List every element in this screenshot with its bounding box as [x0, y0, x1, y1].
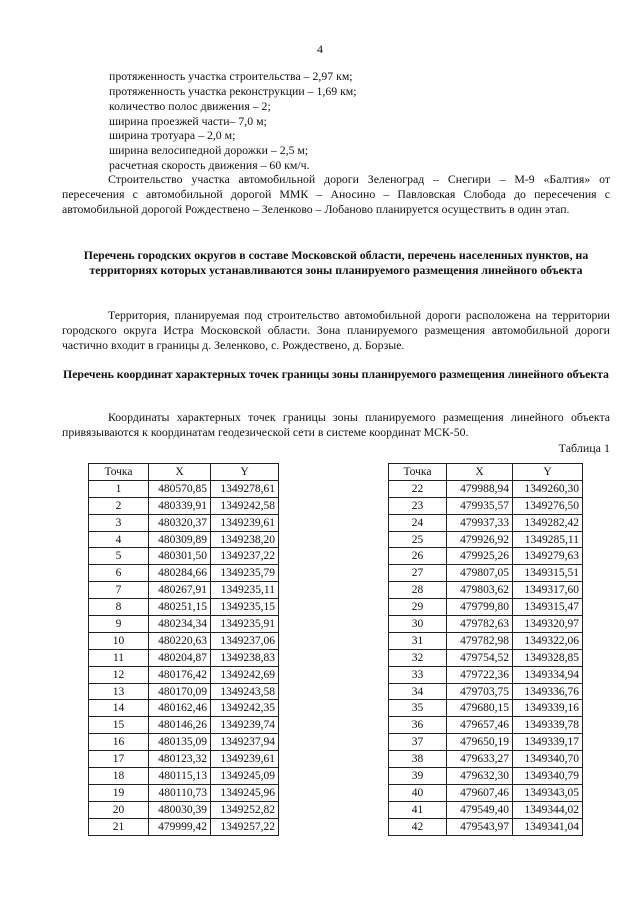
table-row: [89, 768, 279, 785]
cell-point: 40: [389, 784, 447, 801]
cell-point: 21: [89, 818, 149, 835]
cell-x: 479722,36: [447, 666, 513, 683]
table-row: [389, 599, 583, 616]
table-row: [89, 801, 279, 818]
column-header-x: X: [447, 464, 513, 481]
table-row: [89, 616, 279, 633]
cell-point: 2: [89, 497, 149, 514]
cell-point: 8: [89, 599, 149, 616]
param-carriageway-width: ширина проезжей части– 7,0 м;: [109, 114, 267, 128]
cell-y: 1349235,91: [211, 616, 279, 633]
cell-point: 7: [89, 582, 149, 599]
cell-x: 480115,13: [149, 768, 211, 785]
table-row: [389, 818, 583, 835]
cell-x: 480309,89: [149, 531, 211, 548]
param-design-speed: расчетная скорость движения – 60 км/ч.: [109, 158, 310, 172]
param-sidewalk-width: ширина тротуара – 2,0 м;: [109, 128, 236, 142]
cell-x: 479925,26: [447, 548, 513, 565]
cell-x: 479543,97: [447, 818, 513, 835]
table-row: [89, 531, 279, 548]
cell-y: 1349339,17: [513, 734, 583, 751]
cell-x: 479935,57: [447, 497, 513, 514]
cell-point: 11: [89, 649, 149, 666]
cell-x: 480284,66: [149, 565, 211, 582]
param-reconstruction-length: протяженность участка реконструкции – 1,69 км;: [109, 84, 357, 98]
cell-point: 30: [389, 616, 447, 633]
cell-y: 1349260,30: [513, 480, 583, 497]
cell-y: 1349315,51: [513, 565, 583, 582]
table-row: [89, 599, 279, 616]
cell-point: 22: [389, 480, 447, 497]
cell-y: 1349245,96: [211, 784, 279, 801]
cell-y: 1349340,79: [513, 768, 583, 785]
cell-y: 1349339,78: [513, 717, 583, 734]
table-row: [389, 784, 583, 801]
cell-y: 1349238,83: [211, 649, 279, 666]
param-construction-length: протяженность участка строительства – 2,97 км;: [109, 69, 353, 83]
cell-x: 480204,87: [149, 649, 211, 666]
coordinates-table-left: [88, 463, 279, 836]
cell-y: 1349237,22: [211, 548, 279, 565]
table-row: [389, 480, 583, 497]
table-row: [389, 717, 583, 734]
cell-x: 480320,37: [149, 514, 211, 531]
cell-point: 23: [389, 497, 447, 514]
cell-y: 1349235,11: [211, 582, 279, 599]
cell-x: 480251,15: [149, 599, 211, 616]
table-header-row: [89, 464, 279, 481]
cell-point: 15: [89, 717, 149, 734]
cell-y: 1349237,94: [211, 734, 279, 751]
cell-y: 1349242,58: [211, 497, 279, 514]
cell-y: 1349339,16: [513, 700, 583, 717]
cell-y: 1349341,04: [513, 818, 583, 835]
table-row: [389, 751, 583, 768]
cell-y: 1349237,06: [211, 632, 279, 649]
cell-point: 41: [389, 801, 447, 818]
cell-x: 479799,80: [447, 599, 513, 616]
coordinates-table-right: [388, 463, 583, 836]
cell-x: 480146,26: [149, 717, 211, 734]
table-row: [389, 801, 583, 818]
table-row: [89, 632, 279, 649]
table-row: [89, 649, 279, 666]
table-row: [89, 582, 279, 599]
cell-x: 480123,32: [149, 751, 211, 768]
cell-x: 479650,19: [447, 734, 513, 751]
cell-x: 479926,92: [447, 531, 513, 548]
table-row: [89, 717, 279, 734]
cell-point: 26: [389, 548, 447, 565]
cell-y: 1349242,69: [211, 666, 279, 683]
table-row: [389, 649, 583, 666]
cell-y: 1349344,02: [513, 801, 583, 818]
cell-x: 480267,91: [149, 582, 211, 599]
cell-point: 25: [389, 531, 447, 548]
cell-point: 17: [89, 751, 149, 768]
cell-y: 1349282,42: [513, 514, 583, 531]
cell-y: 1349328,85: [513, 649, 583, 666]
cell-point: 38: [389, 751, 447, 768]
section-heading-coordinates: Перечень координат характерных точек границы зоны планируемого размещения линейного объекта: [63, 367, 609, 381]
cell-x: 479988,94: [447, 480, 513, 497]
coordinates-paragraph: Координаты характерных точек границы зоны планируемого размещения линейного объекта привязываются к координатам геодезической сети в системе координат МСК-50.: [62, 410, 610, 439]
cell-point: 4: [89, 531, 149, 548]
cell-x: 479632,30: [447, 768, 513, 785]
cell-x: 479633,27: [447, 751, 513, 768]
cell-y: 1349245,09: [211, 768, 279, 785]
table-row: [89, 734, 279, 751]
cell-point: 33: [389, 666, 447, 683]
cell-y: 1349276,50: [513, 497, 583, 514]
table-row: [89, 514, 279, 531]
cell-x: 479782,98: [447, 632, 513, 649]
cell-point: 10: [89, 632, 149, 649]
column-header-x: X: [149, 464, 211, 481]
table-row: [389, 582, 583, 599]
cell-y: 1349238,20: [211, 531, 279, 548]
cell-x: 479782,63: [447, 616, 513, 633]
cell-point: 35: [389, 700, 447, 717]
cell-point: 16: [89, 734, 149, 751]
cell-x: 479754,52: [447, 649, 513, 666]
cell-y: 1349315,47: [513, 599, 583, 616]
column-header-point: Точка: [89, 464, 149, 481]
cell-point: 28: [389, 582, 447, 599]
table-row: [389, 531, 583, 548]
table-row: [89, 666, 279, 683]
cell-y: 1349239,74: [211, 717, 279, 734]
cell-y: 1349278,61: [211, 480, 279, 497]
cell-y: 1349336,76: [513, 683, 583, 700]
cell-x: 480234,34: [149, 616, 211, 633]
cell-y: 1349239,61: [211, 514, 279, 531]
table-row: [389, 514, 583, 531]
table-row: [89, 548, 279, 565]
cell-x: 479657,46: [447, 717, 513, 734]
table-row: [389, 548, 583, 565]
construction-paragraph: Строительство участка автомобильной дороги Зеленоград – Снегири – М-9 «Балтия» от пересечения с автомобильной дорогой ММК – Аносино – Павловская Слобода до пересечения с автомобильной дорогой Рождествено – Зеленково – Лобаново планируется осуществить в один этап.: [62, 172, 610, 216]
cell-point: 29: [389, 599, 447, 616]
cell-x: 480301,50: [149, 548, 211, 565]
table-row: [389, 683, 583, 700]
cell-point: 20: [89, 801, 149, 818]
cell-x: 479607,46: [447, 784, 513, 801]
cell-point: 32: [389, 649, 447, 666]
cell-y: 1349242,35: [211, 700, 279, 717]
cell-point: 5: [89, 548, 149, 565]
cell-point: 13: [89, 683, 149, 700]
cell-point: 27: [389, 565, 447, 582]
cell-y: 1349320,97: [513, 616, 583, 633]
table-row: [89, 683, 279, 700]
table-caption: Таблица 1: [558, 441, 610, 455]
cell-x: 480170,09: [149, 683, 211, 700]
cell-point: 37: [389, 734, 447, 751]
cell-point: 36: [389, 717, 447, 734]
column-header-y: Y: [211, 464, 279, 481]
column-header-point: Точка: [389, 464, 447, 481]
table-header-row: [389, 464, 583, 481]
table-row: [389, 700, 583, 717]
cell-point: 42: [389, 818, 447, 835]
param-bikeway-width: ширина велосипедной дорожки – 2,5 м;: [109, 143, 309, 157]
cell-x: 480339,91: [149, 497, 211, 514]
table-row: [89, 480, 279, 497]
table-row: [389, 616, 583, 633]
cell-y: 1349279,63: [513, 548, 583, 565]
cell-y: 1349252,82: [211, 801, 279, 818]
cell-x: 479549,40: [447, 801, 513, 818]
cell-y: 1349257,22: [211, 818, 279, 835]
section-heading-districts: Перечень городских округов в составе Московской области, перечень населенных пунктов, на территориях которых устанавливаются зоны планируемого размещения линейного объекта: [83, 248, 589, 277]
cell-x: 480030,39: [149, 801, 211, 818]
cell-x: 480135,09: [149, 734, 211, 751]
cell-point: 9: [89, 616, 149, 633]
territory-paragraph: Территория, планируемая под строительство автомобильной дороги расположена на территории городского округа Истра Московской области. Зона планируемого размещения автомобильной дороги частично входит в границы д. Зеленково, с. Рождествено, д. Борзые.: [62, 308, 610, 352]
param-lanes: количество полос движения – 2;: [109, 99, 271, 113]
cell-x: 480220,63: [149, 632, 211, 649]
table-row: [89, 700, 279, 717]
cell-x: 480110,73: [149, 784, 211, 801]
cell-x: 479803,62: [447, 582, 513, 599]
table-row: [89, 497, 279, 514]
table-row: [389, 565, 583, 582]
cell-x: 479937,33: [447, 514, 513, 531]
cell-point: 12: [89, 666, 149, 683]
cell-y: 1349317,60: [513, 582, 583, 599]
table-row: [389, 734, 583, 751]
table-row: [389, 632, 583, 649]
cell-point: 31: [389, 632, 447, 649]
table-row: [89, 751, 279, 768]
page-number: 4: [317, 42, 323, 56]
cell-y: 1349343,05: [513, 784, 583, 801]
cell-point: 1: [89, 480, 149, 497]
cell-y: 1349322,06: [513, 632, 583, 649]
cell-x: 479703,75: [447, 683, 513, 700]
table-row: [89, 818, 279, 835]
cell-y: 1349235,79: [211, 565, 279, 582]
cell-x: 480162,46: [149, 700, 211, 717]
table-row: [89, 565, 279, 582]
column-header-y: Y: [513, 464, 583, 481]
cell-y: 1349285,11: [513, 531, 583, 548]
cell-point: 6: [89, 565, 149, 582]
cell-y: 1349334,94: [513, 666, 583, 683]
cell-x: 480570,85: [149, 480, 211, 497]
table-row: [389, 666, 583, 683]
cell-point: 34: [389, 683, 447, 700]
table-row: [89, 784, 279, 801]
cell-x: 480176,42: [149, 666, 211, 683]
cell-y: 1349235,15: [211, 599, 279, 616]
cell-y: 1349340,70: [513, 751, 583, 768]
cell-y: 1349243,58: [211, 683, 279, 700]
cell-point: 3: [89, 514, 149, 531]
table-row: [389, 497, 583, 514]
cell-x: 479807,05: [447, 565, 513, 582]
cell-x: 479680,15: [447, 700, 513, 717]
cell-point: 24: [389, 514, 447, 531]
cell-x: 479999,42: [149, 818, 211, 835]
cell-point: 19: [89, 784, 149, 801]
cell-point: 18: [89, 768, 149, 785]
cell-y: 1349239,61: [211, 751, 279, 768]
cell-point: 14: [89, 700, 149, 717]
table-row: [389, 768, 583, 785]
cell-point: 39: [389, 768, 447, 785]
